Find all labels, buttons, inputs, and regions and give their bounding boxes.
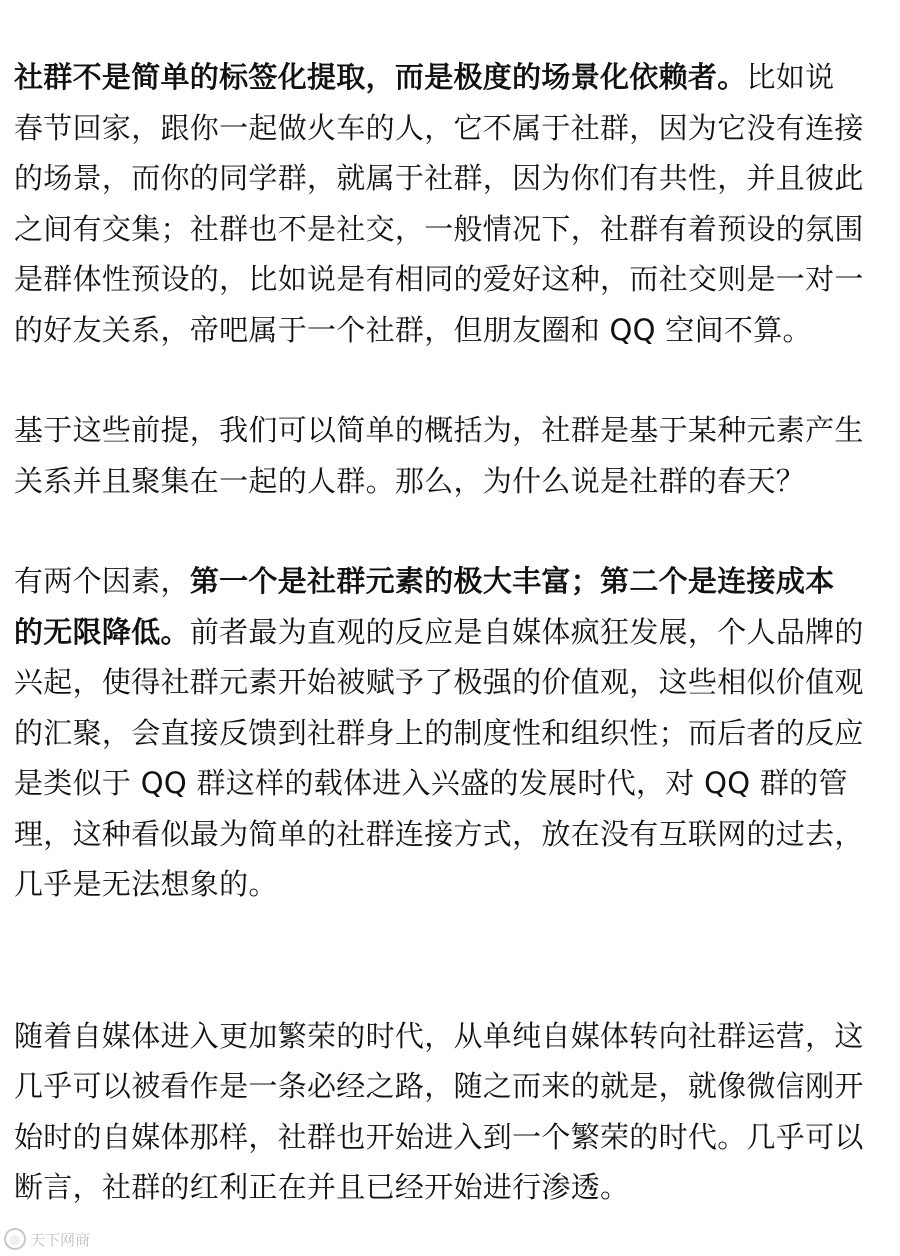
paragraph-4-line-1: 随着自媒体进入更加繁荣的时代，从单纯自媒体转向社群运营，这 (14, 1018, 864, 1053)
paragraph-2-line-2: 关系并且聚集在一起的人群。那么，为什么说是社群的春天？ (14, 463, 806, 498)
watermark-logo-icon: ◎ (4, 1228, 26, 1250)
paragraph-3-line-6: 理，这种看似最为简单的社群连接方式，放在没有互联网的过去， (14, 816, 864, 851)
paragraph-4-line-4: 断言，社群的红利正在并且已经开始进行渗透。 (14, 1170, 630, 1204)
watermark-text: 天下网商 (30, 1230, 91, 1249)
bold-text: 社群不是简单的标签化提取，而是极度的场景化依赖者。 (14, 60, 747, 94)
paragraph-3-line-5: 是类似于 QQ 群这样的载体进入兴盛的发展时代，对 QQ 群的管 (14, 766, 848, 800)
paragraph-1 (14, 52, 894, 355)
body-text: 比如说 (746, 60, 835, 94)
paragraph-3-line-7: 几乎是无法想象的。 (14, 867, 278, 901)
paragraph-4-line-2: 几乎可以被看作是一条必经之路，随之而来的就是，就像微信刚开 (14, 1069, 864, 1103)
paragraph-1-line-1 (14, 52, 894, 103)
bold-text: 的无限降低。 (14, 614, 190, 649)
article-body (14, 52, 894, 1213)
paragraph-2-line-1: 基于这些前提，我们可以简单的概括为，社群是基于某种元素产生 (14, 413, 864, 447)
paragraph-3 (14, 556, 894, 910)
paragraph-2 (14, 405, 894, 506)
paragraph-3-line-4: 的汇聚，会直接反馈到社群身上的制度性和组织性；而后者的反应 (14, 715, 864, 750)
paragraph-1-line-3: 的场景，而你的同学群，就属于社群，因为你们有共性，并且彼此 (14, 161, 864, 195)
paragraph-1-line-2: 春节回家，跟你一起做火车的人，它不属于社群，因为它没有连接 (14, 110, 864, 145)
body-text: 前者最为直观的反应是自媒体疯狂发展，个人品牌的 (189, 614, 864, 649)
paragraph-3-line-2 (14, 607, 894, 658)
bold-text: 第一个是社群元素的极大丰富；第二个是连接成本 (189, 564, 835, 598)
paragraph-4-line-3: 始时的自媒体那样，社群也开始进入到一个繁荣的时代。几乎可以 (14, 1119, 864, 1154)
paragraph-1-line-5: 是群体性预设的，比如说是有相同的爱好这种，而社交则是一对一 (14, 262, 864, 296)
body-text: 有两个因素， (14, 564, 190, 598)
paragraph-3-line-3: 兴起，使得社群元素开始被赋予了极强的价值观，这些相似价值观 (14, 665, 864, 699)
paragraph-1-line-4: 之间有交集；社群也不是社交，一般情况下，社群有着预设的氛围 (14, 211, 864, 246)
paragraph-3-line-1 (14, 556, 894, 607)
paragraph-1-line-6: 的好友关系，帝吧属于一个社群，但朋友圈和 QQ 空间不算。 (14, 312, 812, 347)
paragraph-4 (14, 1011, 894, 1213)
watermark (4, 1226, 90, 1252)
